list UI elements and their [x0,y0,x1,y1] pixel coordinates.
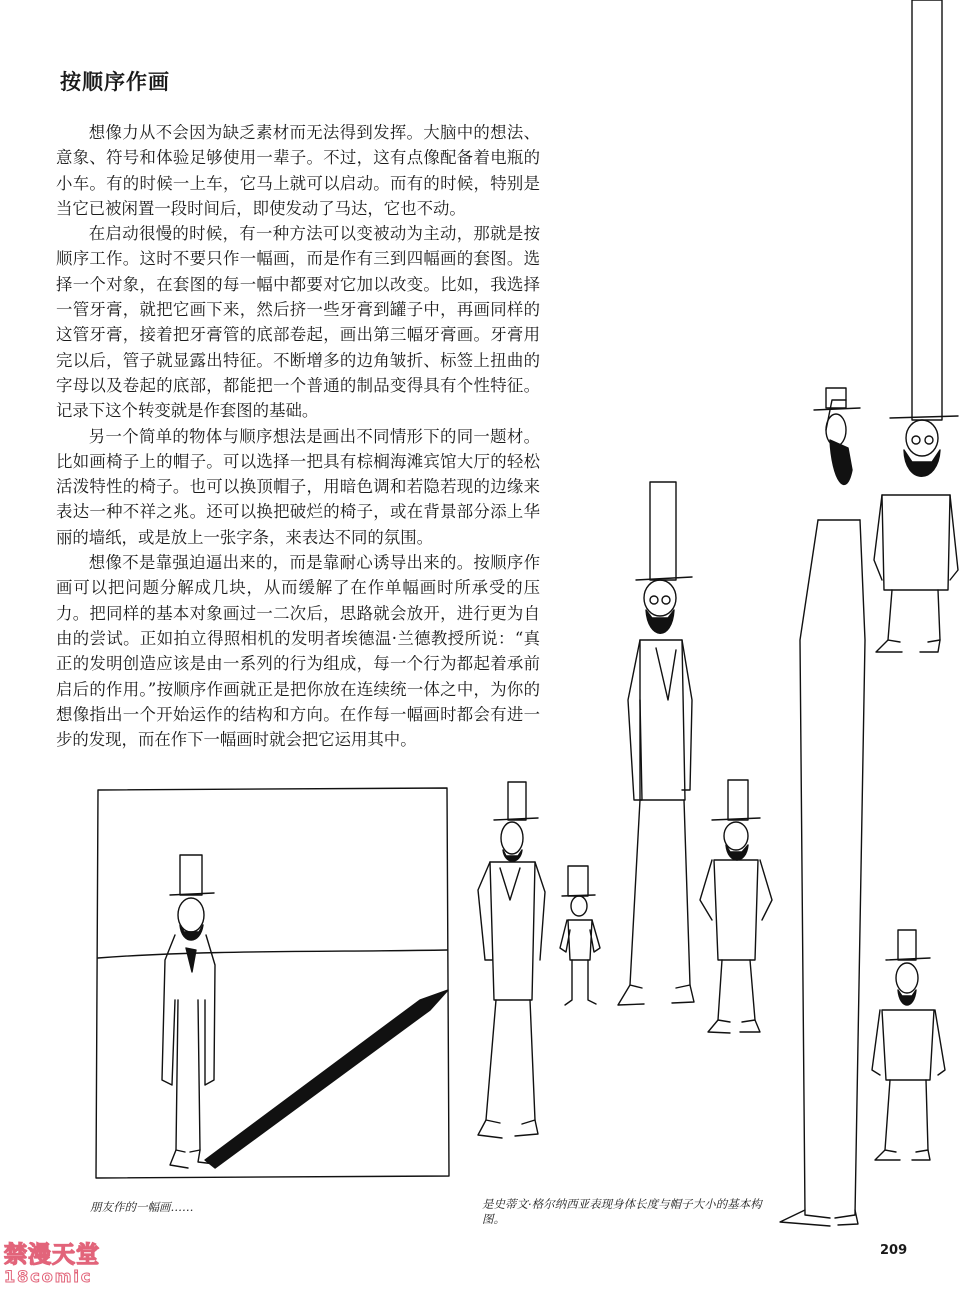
framed-drawing [96,788,449,1178]
watermark-logo [4,1236,114,1286]
paragraph: 另一个简单的物体与顺序想法是画出不同情形下的同一题材。比如画椅子上的帽子。可以选择一把具有棕榈海滩宾馆大厅的轻松活泼特性的椅子。也可以换顶帽子，用暗色调和若隐若现的边缘来表达一种不祥之兆。还可以换把破烂的椅子，或在背景部分添上华丽的墙纸，或是放上一张字条，来表达不同的氛围。 [56,426,540,547]
figure-right-middle [700,780,772,1033]
figure-bottom-right [872,930,945,1160]
figure-long-legs [780,388,865,1226]
watermark-line1: 禁漫天堂 [4,1242,100,1268]
caption-right: 是史蒂文·格尔纳西亚表现身体长度与帽子大小的基本构图。 [482,1197,762,1226]
figure-center [618,482,694,1005]
paragraph: 想像不是靠强迫逼出来的，而是靠耐心诱导出来的。按顺序作画可以把问题分解成几块，从而缓解了在作单幅画时所承受的压力。把同样的基本对象画过一二次后，思路就会放开，进行更为自由的尝试。正如拍立得照相机的发明者埃德温·兰德教授所说：“真正的发明创造应该是由一系列的行为组成，每一个行为都起着承前启后的作用。”按顺序作画就正是把你放在连续统一体之中，为你的想像指出一个开始运作的结构和方向。在作每一幅画时都会有进一步的发现，而在作下一幅画时就会把它运用其中。 [56,553,540,750]
section-title: 按顺序作画 [60,70,170,94]
figure-top-right [874,0,958,652]
page-number: 209 [880,1243,908,1258]
figure-small [560,866,600,1005]
paragraph: 在启动很慢的时候，有一种方法可以变被动为主动，那就是按顺序工作。这时不要只作一幅画，而是作有三到四幅画的套图。选择一个对象，在套图的每一幅中都要对它加以改变。比如，我选择一管牙膏，就把它画下来，然后挤一些牙膏到罐子中，再画同样的这管牙膏，接着把牙膏管的底部卷起，画出第三幅牙膏画。牙膏用完以后，管子就显露出特征。不断增多的边角皱折、标签上扭曲的字母以及卷起的底部，都能把一个普通的制品变得具有个性特征。记录下这个转变就是作套图的基础。 [56,224,540,421]
watermark-line2: 18comic [4,1267,93,1286]
caption-left: 朋友作的一幅画…… [90,1200,194,1214]
figure-left [478,782,545,1138]
paragraph: 想像力从不会因为缺乏素材而无法得到发挥。大脑中的想法、意象、符号和体验足够使用一辈子。不过，这有点像配备着电瓶的小车。有的时候一上车，它马上就可以启动。而有的时候，特别是当它已被闲置一段时间后，即使发动了马达，它也不动。 [56,123,540,218]
